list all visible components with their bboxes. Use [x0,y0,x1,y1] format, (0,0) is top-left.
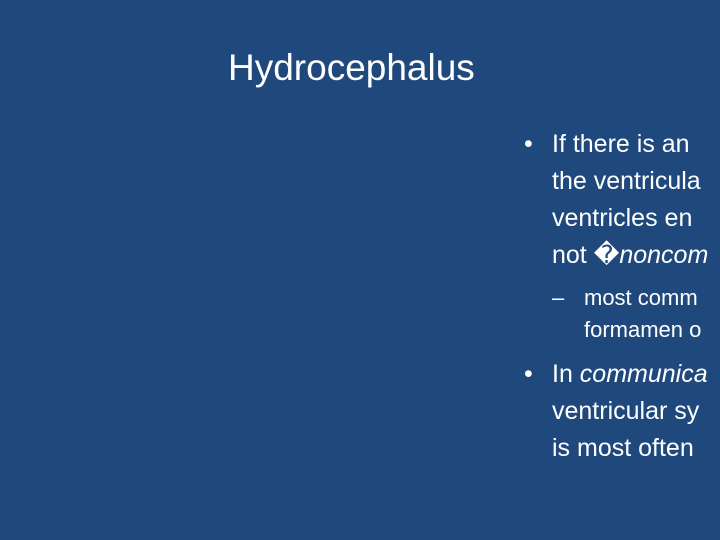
sub-bullet-text-line: most comm [584,285,698,310]
bullet-item [524,126,720,274]
bullet-text-line: If there is an [552,130,690,158]
bullet-text-emphasis: communica [579,360,708,388]
bullet-marker: • [524,130,533,158]
bullet-item [524,356,720,467]
bullet-text-line [552,356,720,393]
bullet-text-line: the ventricula [552,167,701,195]
bullet-text-line: ventricular sy [552,397,700,425]
bullet-marker: • [524,360,533,388]
sub-bullet-marker: – [552,285,565,310]
bullet-text-line: is most often [552,434,694,462]
bullet-text-line [552,237,720,274]
sub-bullet-item [552,282,720,346]
bullet-text-segment: In [552,360,580,388]
slide-title: Hydrocephalus [228,47,475,88]
bullet-text-segment: not � [552,241,620,269]
bullet-text-emphasis: noncom [619,241,709,269]
bullet-text-line: ventricles en [552,204,693,232]
slide-content [524,126,720,467]
sub-bullet-text-line: formamen o [584,317,702,342]
